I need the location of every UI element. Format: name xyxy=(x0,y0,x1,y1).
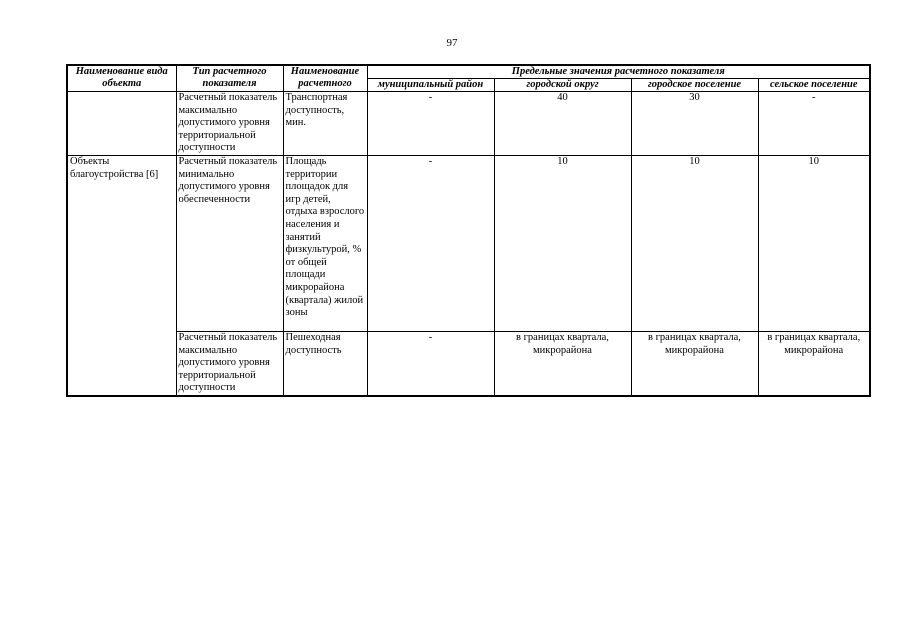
header-indicator-type: Тип расчетного показателя xyxy=(176,65,283,92)
row3-rural-settlement: в границах квартала, микрорайона xyxy=(758,331,870,395)
row3-type: Расчетный показатель максимально допустимого уровня территориальной доступности xyxy=(176,331,283,395)
header-city-district: городской округ xyxy=(494,79,631,92)
page-number: 97 xyxy=(446,37,458,49)
header-municipal-district: муниципальный район xyxy=(367,79,494,92)
header-limits-group: Предельные значения расчетного показателя xyxy=(367,65,870,79)
row1-type: Расчетный показатель максимально допустимого уровня территориальной доступности xyxy=(176,92,283,156)
row3-municipal-district: - xyxy=(367,331,494,395)
header-indicator-name: Наименование расчетного xyxy=(283,65,367,92)
row2-name: Площадь территории площадок для игр детей, отдыха взрослого населения и занятий физкультурой, % от общей площади микрорайона (квартала) жилой зоны xyxy=(283,155,367,331)
row3-urban-settlement: в границах квартала, микрорайона xyxy=(631,331,758,395)
row2-municipal-district: - xyxy=(367,155,494,331)
row3-name: Пешеходная доступность xyxy=(283,331,367,395)
row2-urban-settlement: 10 xyxy=(631,155,758,331)
header-rural-settlement: сельское поселение xyxy=(758,79,870,92)
row1-urban-settlement: 30 xyxy=(631,92,758,156)
row1-object xyxy=(67,92,176,156)
row1-name: Транспортная доступность, мин. xyxy=(283,92,367,156)
row2-type: Расчетный показатель минимально допустимого уровня обеспеченности xyxy=(176,155,283,331)
row1-municipal-district: - xyxy=(367,92,494,156)
norms-table xyxy=(66,64,871,397)
row2-city-district: 10 xyxy=(494,155,631,331)
header-object-name: Наименование вида объекта xyxy=(67,65,176,92)
row2-rural-settlement: 10 xyxy=(758,155,870,331)
row2-object: Объекты благоустройства [6] xyxy=(67,155,176,395)
row3-city-district: в границах квартала, микрорайона xyxy=(494,331,631,395)
row1-rural-settlement: - xyxy=(758,92,870,156)
header-urban-settlement: городское поселение xyxy=(631,79,758,92)
row1-city-district: 40 xyxy=(494,92,631,156)
